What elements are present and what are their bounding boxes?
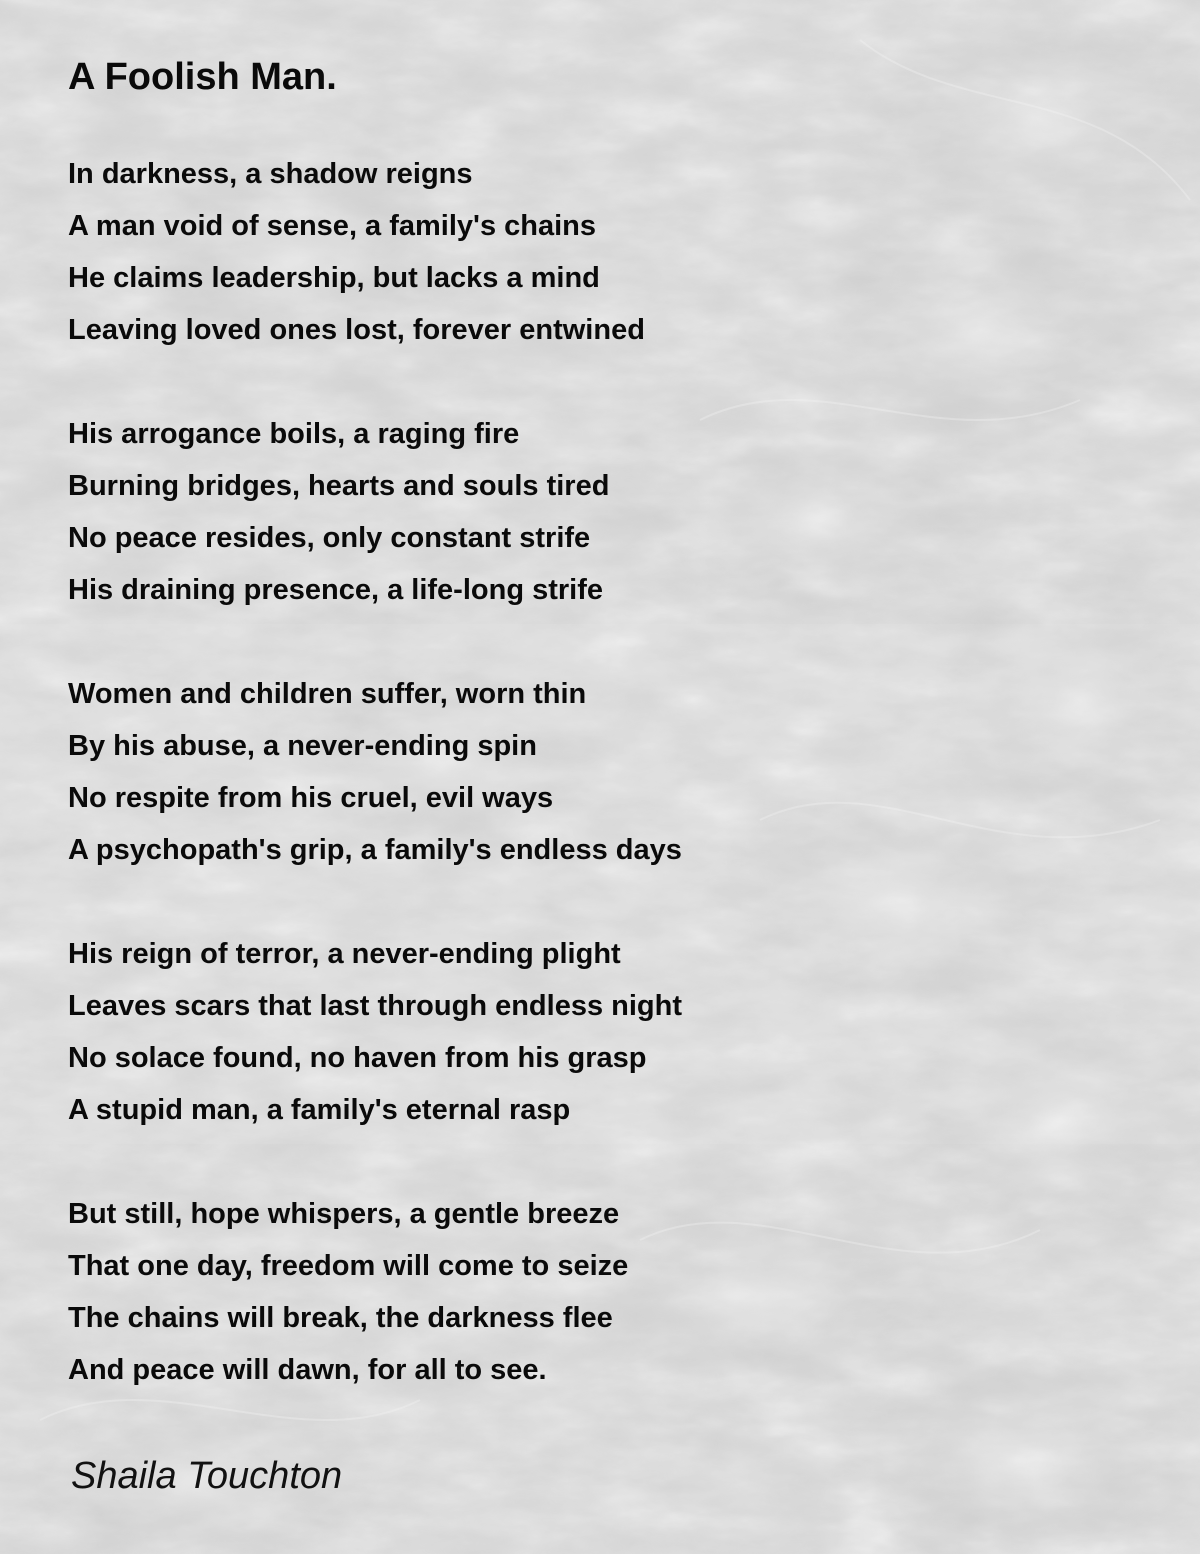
- stanza-3: [68, 668, 682, 876]
- stanza-1: [68, 148, 645, 356]
- poem-line: No solace found, no haven from his grasp: [68, 1042, 647, 1074]
- poem-line: Burning bridges, hearts and souls tired: [68, 470, 610, 502]
- stanza-2: [68, 408, 609, 616]
- poem-line: That one day, freedom will come to seize: [68, 1250, 629, 1282]
- poem-line: Leaving loved ones lost, forever entwined: [68, 314, 645, 346]
- poem-line: In darkness, a shadow reigns: [68, 158, 473, 190]
- poem-line: By his abuse, a never-ending spin: [68, 730, 537, 762]
- poem-line: But still, hope whispers, a gentle breeze: [68, 1198, 620, 1230]
- poem-line: No respite from his cruel, evil ways: [68, 782, 554, 814]
- poem-line: His arrogance boils, a raging fire: [68, 418, 520, 450]
- stanza-4: [68, 928, 682, 1136]
- poem-line: He claims leadership, but lacks a mind: [68, 262, 600, 294]
- poem-line: A man void of sense, a family's chains: [68, 210, 597, 242]
- poem-line: Women and children suffer, worn thin: [68, 678, 587, 710]
- poem-line: No peace resides, only constant strife: [68, 522, 591, 554]
- poem-title: A Foolish Man.: [68, 56, 337, 98]
- poem-line: A stupid man, a family's eternal rasp: [68, 1094, 571, 1126]
- poem-line: His reign of terror, a never-ending plight: [68, 938, 621, 970]
- poem-line: And peace will dawn, for all to see.: [68, 1354, 547, 1386]
- poem-line: A psychopath's grip, a family's endless days: [68, 834, 682, 866]
- stanza-5: [68, 1188, 628, 1396]
- poem-line: Leaves scars that last through endless night: [68, 990, 682, 1022]
- poem-line: His draining presence, a life-long strife: [68, 574, 604, 606]
- poem-line: The chains will break, the darkness flee: [68, 1302, 613, 1334]
- poem-author: Shaila Touchton: [71, 1455, 343, 1497]
